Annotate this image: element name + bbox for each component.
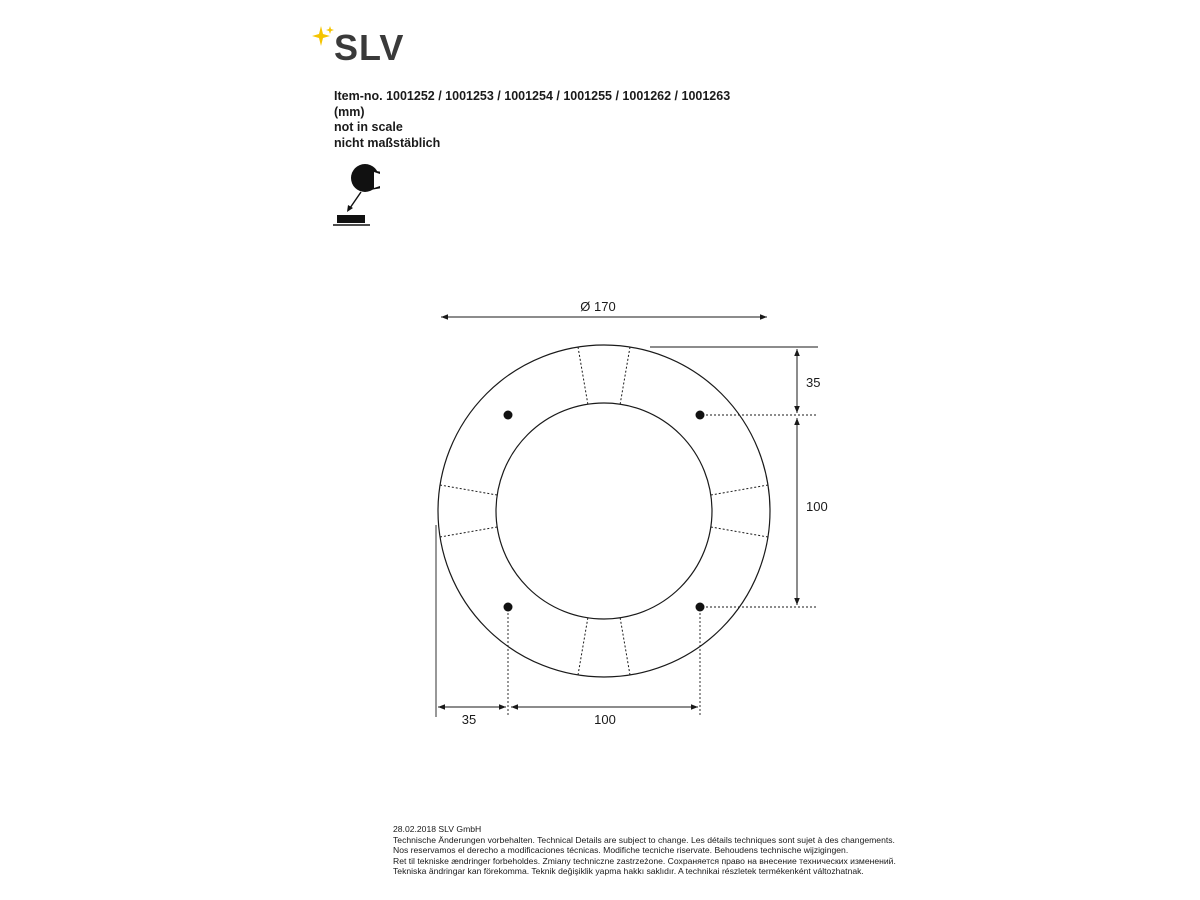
inner-opening [496,403,712,619]
footer-line: Nos reservamos el derecho a modificaciones técnicas. Modifiche tecniche riservate. Behoudens technische wijzigingen. [393,845,849,856]
dimension-label-bottom-middle: 100 [594,712,616,727]
diameter-label: Ø 170 [580,299,616,314]
legal-footer [393,824,896,877]
outer-ring [438,345,770,677]
footer-line: Technische Änderungen vorbehalten. Technical Details are subject to change. Les détails techniques sont sujet à des changements. [393,834,895,845]
footer-line: Ret til tekniske ændringer forbeholdes. Zmiany techniczne zastrzeżone. Сохраняется право на внесение технических изменений. [393,855,896,866]
scale-note-de: nicht maßstäblich [334,135,441,150]
segment-lines [440,347,768,675]
item-number: Item-no. 1001252 / 1001253 / 1001254 / 1001255 / 1001262 / 1001263 [334,89,731,103]
logo-text: SLV [334,27,405,68]
scale-note-en: not in scale [334,120,403,134]
mounting-hole-bottom-left [504,603,513,612]
footer-date-company: 28.02.2018 SLV GmbH [393,824,482,834]
mounting-hole-bottom-right [696,603,705,612]
dimension-label-right-top: 35 [806,375,821,390]
mounting-hole-top-right [696,411,705,420]
dimension-label-right-middle: 100 [806,499,828,514]
dimension-label-bottom-left: 35 [461,712,477,727]
footer-line: Tekniska ändringar kan förekomma. Teknik değişiklik yapma hakkı saklıdır. A technikai részletek termékenként változhatnak. [393,866,864,877]
mounting-hole-top-left [504,411,513,420]
unit-label: (mm) [334,104,365,119]
